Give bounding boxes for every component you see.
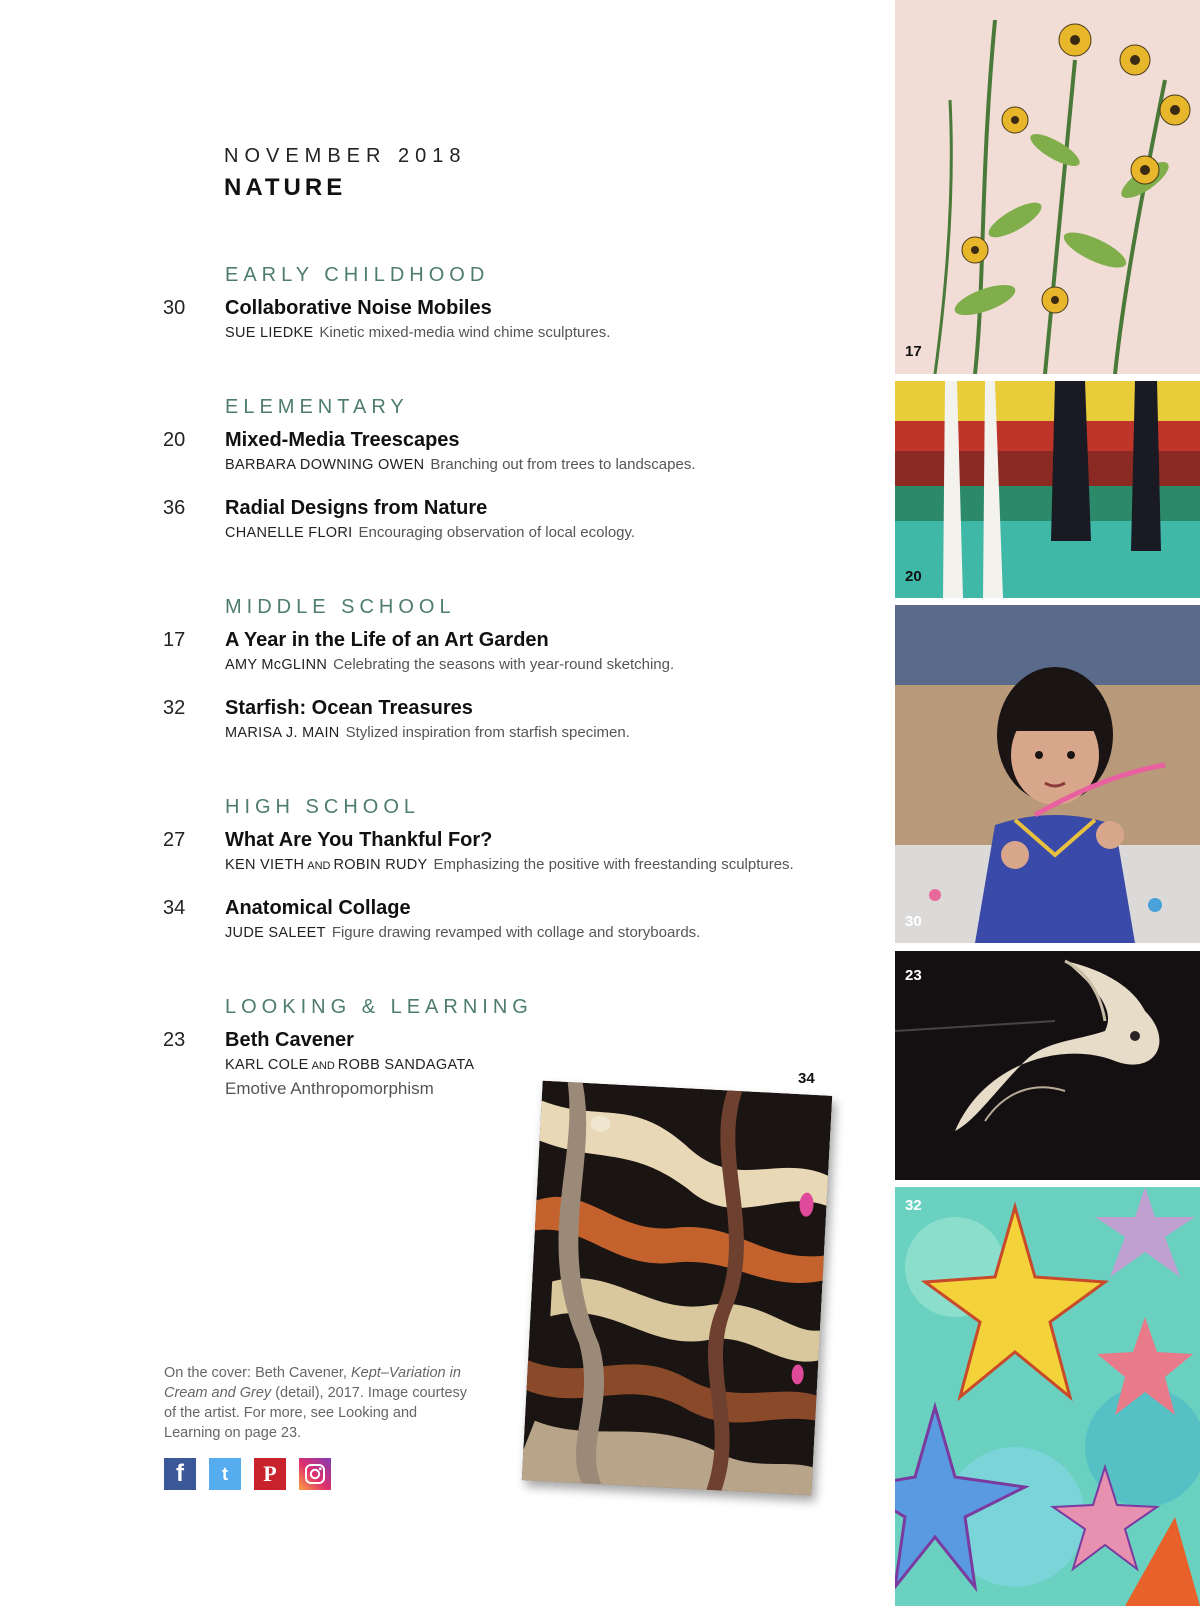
author-name: SUE LIEDKE <box>225 325 314 341</box>
instagram-icon[interactable] <box>299 1458 331 1490</box>
article-description: Kinetic mixed-media wind chime sculptures. <box>319 324 611 341</box>
thumbnail-page-number: 23 <box>905 967 922 984</box>
author-name: KEN VIETH <box>225 857 305 873</box>
page-number: 32 <box>163 697 186 719</box>
section-heading-high-school: HIGH SCHOOL <box>225 796 421 818</box>
page-number: 30 <box>163 297 186 319</box>
article-description: Figure drawing revamped with collage and storyboards. <box>331 924 701 941</box>
article-description: Branching out from trees to landscapes. <box>430 456 696 473</box>
article-title[interactable]: Starfish: Ocean Treasures <box>225 697 473 719</box>
child-with-mobile-image[interactable] <box>895 605 1200 943</box>
author-name: KARL COLE <box>225 1057 309 1073</box>
article-title[interactable]: Mixed-Media Treescapes <box>225 429 460 451</box>
page-number: 34 <box>163 897 186 919</box>
article-byline <box>225 924 700 941</box>
section-heading-elementary: ELEMENTARY <box>225 396 409 418</box>
page-number: 27 <box>163 829 186 851</box>
page-number: 20 <box>163 429 186 451</box>
article-description: Stylized inspiration from starfish specimen. <box>345 724 630 741</box>
article-byline <box>225 324 610 341</box>
page-number: 36 <box>163 497 186 519</box>
article-title[interactable]: Radial Designs from Nature <box>225 497 488 519</box>
tree-painting-image[interactable] <box>895 381 1200 598</box>
author-name: ROBIN RUDY <box>333 857 428 873</box>
section-heading-looking-learning: LOOKING & LEARNING <box>225 996 533 1018</box>
author-name: MARISA J. MAIN <box>225 725 340 741</box>
article-byline <box>225 456 696 473</box>
article-title[interactable]: Beth Cavener <box>225 1029 354 1051</box>
thumbnail-page-number: 30 <box>905 913 922 930</box>
section-heading-early-childhood: EARLY CHILDHOOD <box>225 264 490 286</box>
article-title[interactable]: Collaborative Noise Mobiles <box>225 297 492 319</box>
article-byline <box>225 856 794 873</box>
author-name: ROBB SANDAGATA <box>337 1057 475 1073</box>
cover-note <box>164 1363 476 1443</box>
thumbnail-page-number: 34 <box>798 1070 815 1087</box>
article-byline <box>225 524 635 541</box>
page-number: 23 <box>163 1029 186 1051</box>
author-name: AMY McGLINN <box>225 657 328 673</box>
anatomical-collage-image[interactable] <box>522 1081 833 1496</box>
article-description: Celebrating the seasons with year-round sketching. <box>333 656 675 673</box>
cover-note-suffix: (detail), 2017. Image courtesy of the artist. For more, see Looking and Learning on page 23. <box>164 1385 468 1441</box>
flower-drawing-image[interactable] <box>895 0 1200 374</box>
pinterest-icon[interactable]: P <box>254 1458 286 1490</box>
article-title[interactable]: A Year in the Life of an Art Garden <box>225 629 549 651</box>
author-joiner: AND <box>307 860 331 872</box>
author-name: JUDE SALEET <box>225 925 326 941</box>
thumbnail-page-number: 20 <box>905 568 922 585</box>
issue-date: NOVEMBER 2018 <box>224 145 467 167</box>
thumbnail-page-number: 17 <box>905 343 922 360</box>
section-heading-middle-school: MIDDLE SCHOOL <box>225 596 456 618</box>
article-description: Encouraging observation of local ecology. <box>358 524 636 541</box>
starfish-painting-image[interactable] <box>895 1187 1200 1606</box>
article-byline <box>225 1056 480 1073</box>
twitter-icon[interactable]: t <box>209 1458 241 1490</box>
article-description: Emphasizing the positive with freestanding sculptures. <box>433 856 794 873</box>
author-name: CHANELLE FLORI <box>225 525 353 541</box>
issue-theme: NATURE <box>224 174 347 201</box>
facebook-icon[interactable]: f <box>164 1458 196 1490</box>
article-title[interactable]: What Are You Thankful For? <box>225 829 493 851</box>
page-number: 17 <box>163 629 186 651</box>
article-description: Emotive Anthropomorphism <box>225 1079 434 1098</box>
cover-note-prefix: On the cover: Beth Cavener, <box>164 1365 351 1381</box>
rabbit-sculpture-image[interactable] <box>895 951 1200 1180</box>
author-joiner: AND <box>311 1060 335 1072</box>
article-title[interactable]: Anatomical Collage <box>225 897 411 919</box>
article-byline <box>225 724 630 741</box>
cover-artwork-title: Kept–Variation in Cream and Grey <box>164 1365 461 1401</box>
article-byline <box>225 656 674 673</box>
author-name: BARBARA DOWNING OWEN <box>225 457 425 473</box>
thumbnail-page-number: 32 <box>905 1197 922 1214</box>
